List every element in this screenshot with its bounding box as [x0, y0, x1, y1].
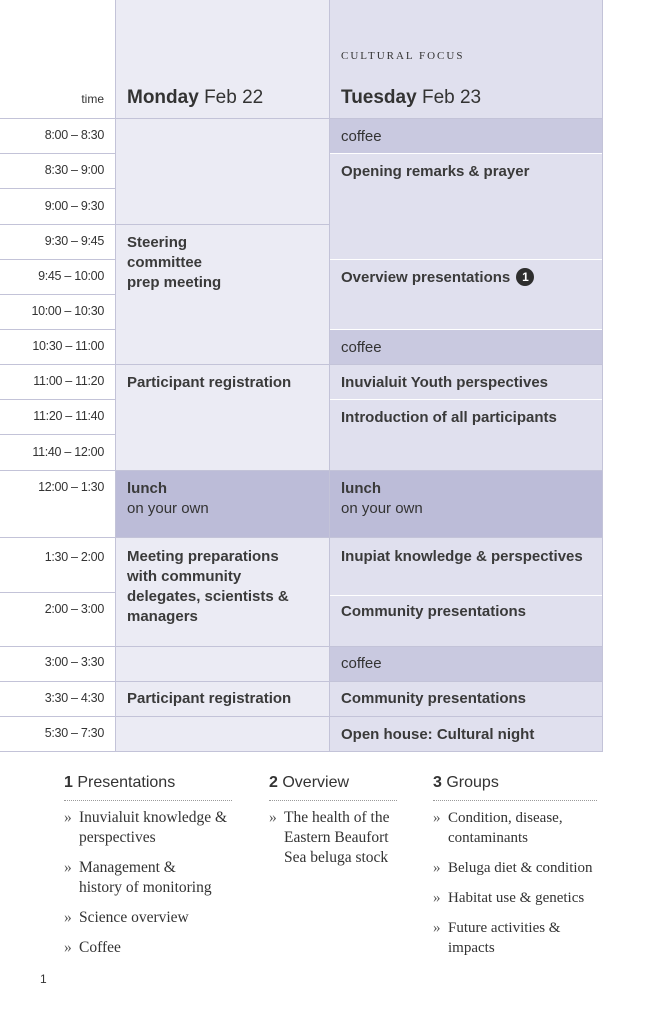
legend-item-line: impacts: [448, 940, 495, 956]
overview-badge: 1: [516, 268, 534, 286]
tuesday-coffee-3: coffee: [341, 655, 382, 672]
legend-item-line: contaminants: [448, 830, 528, 846]
tuesday-inupiat-event: Inupiat knowledge & perspectives: [341, 548, 583, 565]
legend-overview: [269, 774, 397, 878]
legend-divider: [433, 800, 597, 801]
legend-list: [433, 808, 603, 958]
lunch-subtitle: on your own: [127, 500, 209, 517]
page-number: 1: [40, 972, 47, 986]
legend-item-line: » Science overview: [79, 909, 189, 926]
legend-item-line: » Habitat use & genetics: [448, 890, 585, 906]
legend-item: [433, 888, 603, 908]
row-divider: [0, 118, 603, 119]
event-line: Steering: [127, 234, 188, 251]
row-divider: [0, 646, 603, 647]
legend-item-line: » Future activities &: [448, 920, 561, 936]
time-slot: 12:00 – 1:30: [38, 480, 104, 494]
time-slot: 2:00 – 3:00: [44, 602, 104, 616]
row-divider: [0, 188, 116, 189]
event-line: Meeting preparations: [127, 548, 279, 565]
time-slot: 5:30 – 7:30: [44, 726, 104, 740]
legend-item-line: » Inuvialuit knowledge &: [79, 809, 228, 826]
monday-lunch-event: [127, 479, 209, 519]
legend-divider: [269, 800, 397, 801]
monday-day: Monday: [127, 87, 199, 108]
row-divider: [0, 470, 603, 471]
legend-groups: [433, 774, 603, 968]
tuesday-coffee-1: coffee: [341, 128, 382, 145]
row-divider: [0, 224, 329, 225]
monday-prep-event: [127, 547, 289, 627]
tuesday-coffee-2: coffee: [341, 339, 382, 356]
overview-label: Overview presentations: [341, 269, 511, 286]
legend-item: [433, 808, 603, 848]
legend-item-line: » Beluga diet & condition: [448, 860, 593, 876]
event-line: delegates, scientists &: [127, 588, 289, 605]
row-divider: [0, 592, 116, 593]
row-divider: [0, 153, 116, 154]
legend-title: [433, 774, 603, 792]
event-line: with community: [127, 568, 242, 585]
legend-divider: [64, 800, 232, 801]
time-slot: 11:00 – 11:20: [33, 374, 104, 388]
tuesday-openhouse-event: Open house: Cultural night: [341, 726, 535, 743]
row-divider: [0, 681, 603, 682]
row-divider: [0, 294, 116, 295]
event-line: prep meeting: [127, 274, 222, 291]
legend-item-line: Eastern Beaufort: [284, 829, 389, 846]
legend-item-line: Sea beluga stock: [284, 849, 389, 866]
lunch-title: lunch: [341, 480, 381, 497]
event-line: committee: [127, 254, 203, 271]
lunch-subtitle: on your own: [341, 500, 423, 517]
legend-number: 3: [433, 774, 442, 791]
tuesday-intro-event: Introduction of all participants: [341, 409, 557, 426]
time-slot: 9:00 – 9:30: [44, 199, 104, 213]
legend-label: Groups: [446, 774, 499, 791]
tuesday-header: [341, 87, 481, 109]
monday-cell-evening: [116, 717, 329, 751]
time-slot: 11:40 – 12:00: [32, 445, 104, 459]
monday-date: Feb 22: [204, 87, 264, 108]
time-slot: 9:45 – 10:00: [38, 269, 104, 283]
tuesday-community-event-1: Community presentations: [341, 603, 527, 620]
legend-item: [433, 858, 603, 878]
legend-number: 1: [64, 774, 73, 791]
row-divider: [0, 537, 603, 538]
legend-item: [64, 908, 232, 928]
monday-cell-morning: [116, 119, 329, 224]
row-divider: [0, 399, 116, 400]
legend-list: [64, 808, 232, 958]
legend-list: [269, 808, 397, 868]
legend-item: [269, 808, 397, 868]
legend-label: Presentations: [77, 774, 176, 791]
time-slot: 11:20 – 11:40: [33, 409, 104, 423]
legend-item-line: perspectives: [79, 829, 156, 846]
monday-steering-event: [127, 233, 221, 293]
legend-item-line: » Condition, disease,: [448, 810, 563, 826]
legend-item-line: » The health of the: [284, 809, 390, 826]
legend-item: [433, 918, 603, 958]
time-slot: 9:30 – 9:45: [44, 234, 104, 248]
row-divider: [0, 329, 116, 330]
event-line: managers: [127, 608, 198, 625]
column-divider: [115, 0, 116, 752]
legend-item-line: history of monitoring: [79, 879, 212, 896]
time-column-header: time: [81, 92, 104, 106]
time-slot: 8:00 – 8:30: [44, 128, 104, 142]
legend-number: 2: [269, 774, 278, 791]
tuesday-lunch-event: [341, 479, 423, 519]
row-divider: [0, 259, 116, 260]
tuesday-opening-event: Opening remarks & prayer: [341, 163, 530, 180]
legend-item: [64, 808, 232, 848]
tuesday-day: Tuesday: [341, 87, 417, 108]
tuesday-overview-event: [341, 268, 534, 288]
legend-item-line: » Management &: [79, 859, 176, 876]
lunch-title: lunch: [127, 480, 167, 497]
legend-item-line: » Coffee: [79, 939, 121, 956]
tuesday-date: Feb 23: [421, 87, 482, 108]
row-divider: [0, 716, 603, 717]
row-divider: [0, 751, 603, 752]
monday-registration-event: Participant registration: [127, 374, 292, 391]
legend-title: [269, 774, 397, 792]
tuesday-youth-event: Inuvialuit Youth perspectives: [341, 374, 548, 391]
row-divider: [0, 434, 116, 435]
legend-label: Overview: [282, 774, 350, 791]
legend-item: [64, 858, 232, 898]
row-divider: [0, 364, 603, 365]
cultural-focus-label: CULTURAL FOCUS: [341, 50, 465, 62]
time-slot: 3:30 – 4:30: [44, 691, 104, 705]
time-slot: 10:00 – 10:30: [31, 304, 104, 318]
tuesday-community-event-2: Community presentations: [341, 690, 527, 707]
monday-registration-event-2: Participant registration: [127, 690, 292, 707]
legend-item: [64, 938, 232, 958]
legend-presentations: [64, 774, 232, 968]
legend-title: [64, 774, 232, 792]
time-slot: 10:30 – 11:00: [32, 339, 104, 353]
time-slot: 3:00 – 3:30: [44, 655, 104, 669]
column-divider: [329, 0, 330, 752]
monday-cell-3pm: [116, 647, 329, 681]
column-divider: [602, 0, 603, 752]
monday-header: [127, 87, 263, 109]
time-slot: 8:30 – 9:00: [44, 163, 104, 177]
time-slot: 1:30 – 2:00: [44, 550, 104, 564]
